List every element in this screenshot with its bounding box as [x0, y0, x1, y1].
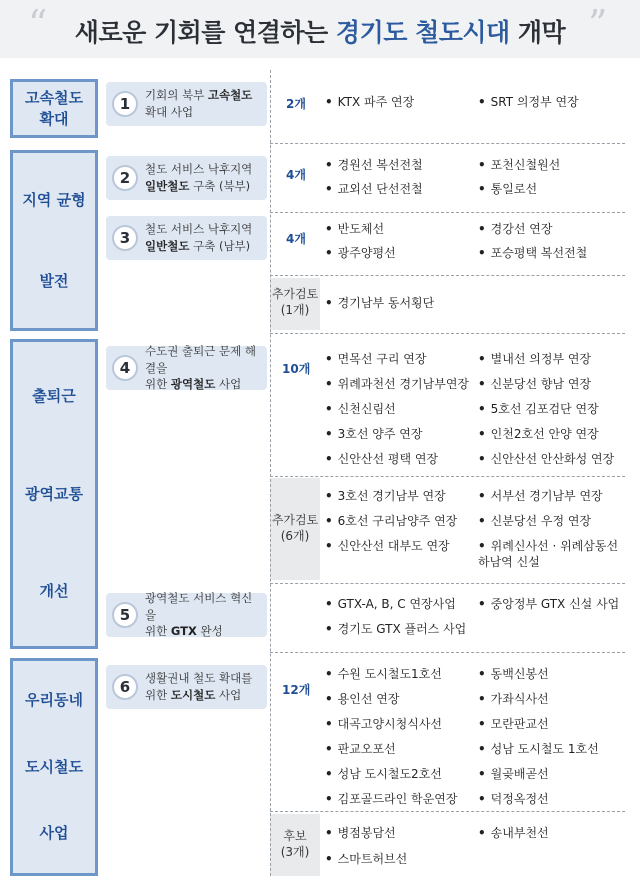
list-item: • 신안산선 대부도 연장	[325, 539, 450, 553]
list-item: • 3호선 양주 연장	[325, 427, 423, 441]
list-item: • 서부선 경기남부 연장	[478, 489, 603, 503]
page-title: 새로운 기회를 연결하는 경기도 철도시대 개막	[74, 18, 566, 47]
list-item: • 위례과천선 경기남부연장	[325, 377, 469, 391]
number-badge: 3	[112, 225, 138, 251]
number-badge: 6	[112, 674, 138, 700]
sub-project-5: 5 광역철도 서비스 혁신을 위한 GTX 완성	[106, 593, 267, 637]
list-item: • 통일로선	[478, 182, 538, 196]
list-item: • 경원선 복선전철	[325, 158, 423, 172]
category-high-speed-rail: 고속철도 확대	[10, 79, 98, 138]
list-item: • 김포골드라인 학운연장	[325, 792, 458, 806]
list-item: • 모란판교선	[478, 717, 549, 731]
review-label: 추가검토 (1개)	[271, 287, 319, 318]
number-badge: 5	[112, 602, 138, 628]
list-item: • 포천신철원선	[478, 158, 561, 172]
number-badge: 4	[112, 355, 138, 381]
list-item: • 6호선 구리남양주 연장	[325, 514, 458, 528]
category-urban-rail: 우리동네 도시철도 사업	[10, 658, 98, 876]
count-label: 12개	[282, 683, 311, 697]
number-badge: 2	[112, 165, 138, 191]
list-item: • 병점봉담선	[325, 826, 396, 840]
list-item: • 경기남부 동서횡단	[325, 296, 435, 310]
list-item: • 용인선 연장	[325, 692, 400, 706]
list-item: • 위례신사선 · 위례삼동선 하남역 신설	[478, 539, 619, 569]
divider	[270, 275, 625, 276]
list-item: • 수원 도시철도1호선	[325, 667, 442, 681]
divider	[270, 652, 625, 653]
divider	[270, 476, 625, 477]
list-item: • 송내부천선	[478, 826, 549, 840]
sub-project-4: 4 수도권 출퇴근 문제 해결을 위한 광역철도 사업	[106, 346, 267, 390]
divider	[270, 333, 625, 334]
list-item: • 월곶배곧선	[478, 767, 549, 781]
list-item: • 포승평택 복선전철	[478, 246, 588, 260]
list-item: • 신안산선 안산화성 연장	[478, 452, 615, 466]
list-item: • GTX-A, B, C 연장사업	[325, 597, 456, 611]
review-label: 추가검토 (6개)	[271, 513, 319, 544]
list-item: • 성남 도시철도2호선	[325, 767, 442, 781]
list-item: • 경기도 GTX 플러스 사업	[325, 622, 467, 636]
count-label: 10개	[282, 362, 311, 376]
list-item: • 대곡고양시청식사선	[325, 717, 443, 731]
list-item: • 중앙정부 GTX 신설 사업	[478, 597, 620, 611]
count-label: 4개	[286, 232, 306, 246]
list-item: • 가좌식사선	[478, 692, 549, 706]
list-item: • 별내선 의정부 연장	[478, 352, 592, 366]
list-item: • 신분당선 향남 연장	[478, 377, 592, 391]
list-item: • 경강선 연장	[478, 222, 553, 236]
list-item: • 덕정옥정선	[478, 792, 549, 806]
sub-project-3: 3 철도 서비스 낙후지역 일반철도 구축 (남부)	[106, 216, 267, 260]
divider	[270, 143, 625, 144]
list-item: • 인천2호선 안양 연장	[478, 427, 599, 441]
category-commute-transit: 출퇴근 광역교통 개선	[10, 339, 98, 649]
list-item: • 5호선 김포검단 연장	[478, 402, 599, 416]
list-item: • SRT 의정부 연장	[478, 95, 579, 109]
divider	[270, 212, 625, 213]
candidate-label: 후보 (3개)	[280, 829, 310, 860]
header-band	[0, 0, 640, 58]
list-item: • 성남 도시철도 1호선	[478, 742, 599, 756]
count-label: 4개	[286, 168, 306, 182]
list-item: • 신안산선 평택 연장	[325, 452, 439, 466]
list-item: • 반도체선	[325, 222, 385, 236]
number-badge: 1	[112, 91, 138, 117]
list-item: • KTX 파주 연장	[325, 95, 415, 109]
list-item: • 판교오포선	[325, 742, 396, 756]
sub-project-2: 2 철도 서비스 낙후지역 일반철도 구축 (북부)	[106, 156, 267, 200]
list-item: • 신천신림선	[325, 402, 396, 416]
sub-project-6: 6 생활권내 철도 확대를 위한 도시철도 사업	[106, 665, 267, 709]
count-label: 2개	[286, 97, 306, 111]
list-item: • 면목선 구리 연장	[325, 352, 427, 366]
list-item: • 광주양평선	[325, 246, 396, 260]
sub-project-1: 1 기회의 북부 고속철도 확대 사업	[106, 82, 267, 126]
divider	[270, 811, 625, 812]
divider	[270, 583, 625, 584]
category-regional-balance: 지역 균형 발전	[10, 150, 98, 331]
list-item: • 교외선 단선전철	[325, 182, 423, 196]
open-quote-icon: “	[28, 2, 48, 46]
list-item: • 동백신봉선	[478, 667, 549, 681]
list-item: • 3호선 경기남부 연장	[325, 489, 446, 503]
vertical-divider	[270, 70, 271, 876]
close-quote-icon: ”	[588, 2, 608, 46]
list-item: • 신분당선 우정 연장	[478, 514, 592, 528]
list-item: • 스마트허브선	[325, 852, 408, 866]
